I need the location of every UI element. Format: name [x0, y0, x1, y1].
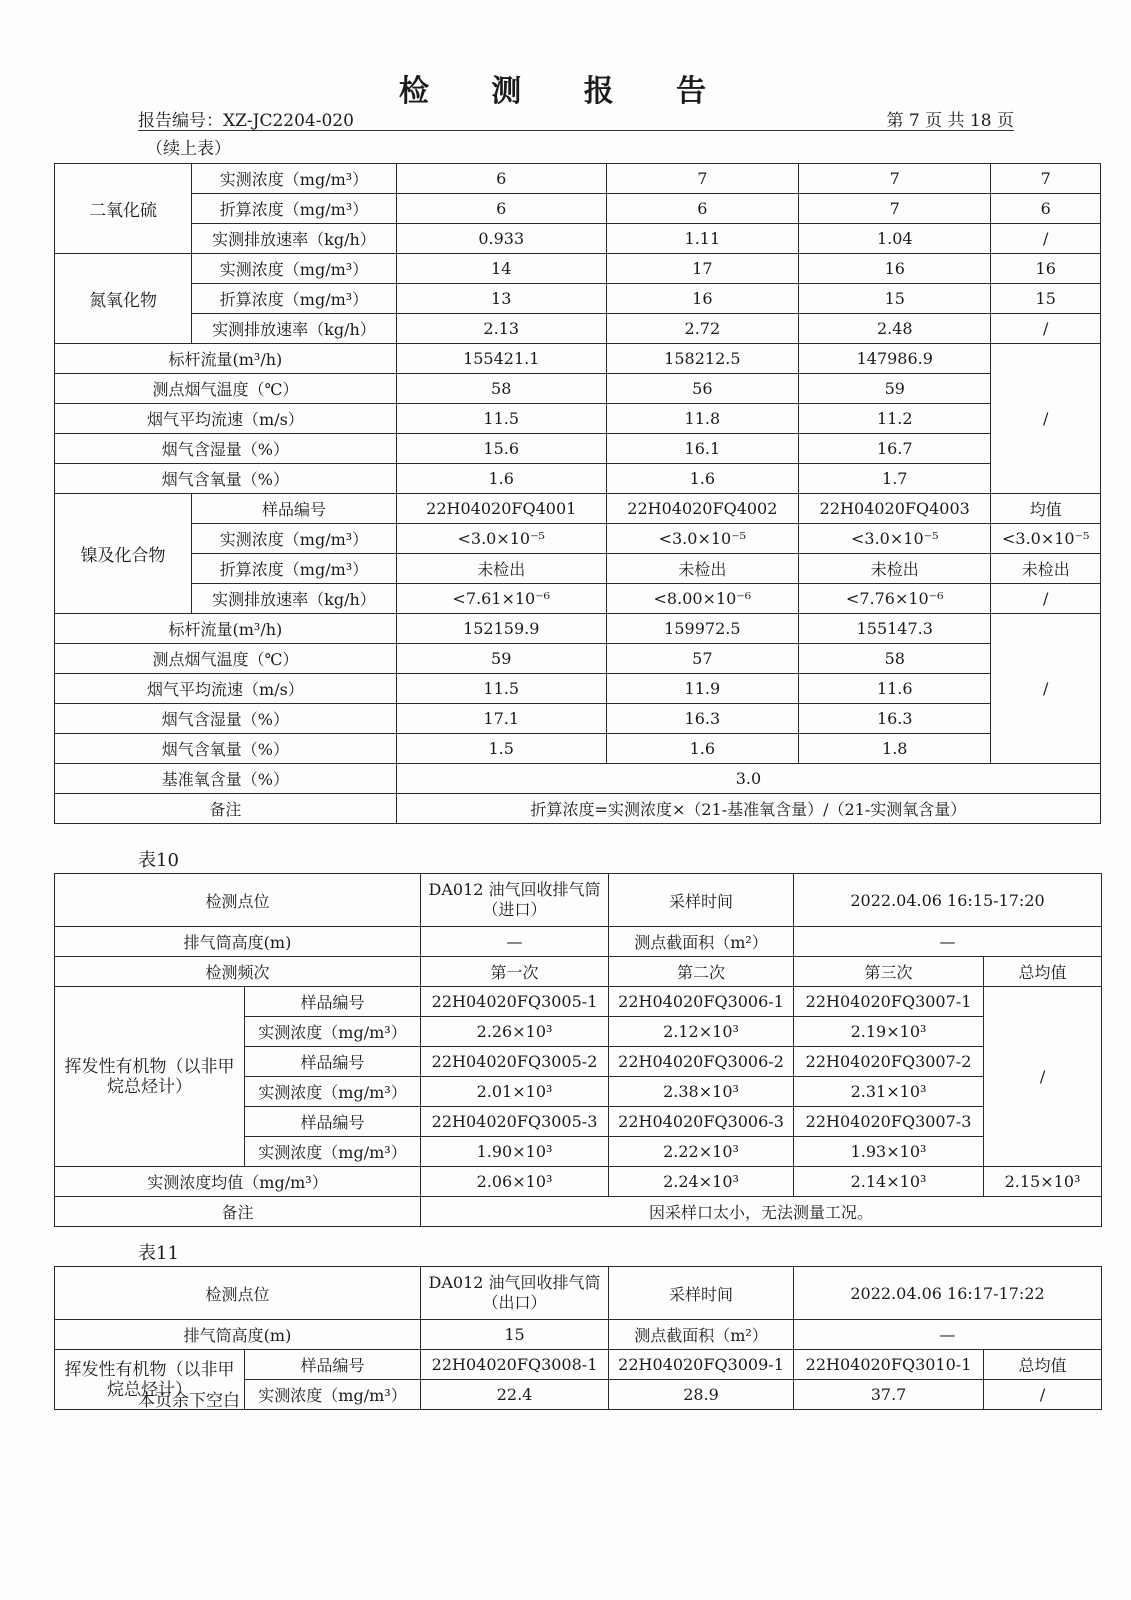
cell: 14 [396, 254, 606, 284]
cell: 15 [799, 284, 991, 314]
row-label: 烟气平均流速（m/s） [55, 404, 397, 434]
report-header [138, 106, 1014, 131]
cell: 16 [991, 254, 1101, 284]
table-row [55, 254, 1101, 284]
cell: 6 [606, 194, 798, 224]
cell: 22H04020FQ3007-3 [794, 1107, 984, 1137]
row-label: 检测点位 [55, 1267, 421, 1320]
cell: 159972.5 [606, 614, 798, 644]
remark-text: 折算浓度=实测浓度×（21-基准氧含量）/（21-实测氧含量） [396, 794, 1100, 824]
cell: 1.6 [396, 464, 606, 494]
cell: 未检出 [991, 554, 1101, 584]
row-label: 排气筒高度(m) [55, 927, 421, 957]
table-row [55, 1320, 1102, 1350]
cell: 总均值 [984, 957, 1102, 987]
cell: / [984, 987, 1102, 1167]
cell: 13 [396, 284, 606, 314]
cell: 58 [799, 644, 991, 674]
row-label: 样品编号 [245, 1047, 421, 1077]
cell: 2.26×10³ [421, 1017, 609, 1047]
table-row [55, 164, 1101, 194]
cell: 未检出 [396, 554, 606, 584]
cell: 22H04020FQ3008-1 [421, 1350, 609, 1380]
table-row [55, 284, 1101, 314]
cell: 22H04020FQ3006-1 [609, 987, 794, 1017]
table-row [55, 464, 1101, 494]
row-label: 实测浓度（mg/m³） [192, 524, 397, 554]
blank-note: 本页余下空白 [138, 1391, 240, 1411]
cell: 0.933 [396, 224, 606, 254]
row-label: 样品编号 [192, 494, 397, 524]
cell: 158212.5 [606, 344, 798, 374]
row-label: 实测浓度（mg/m³） [245, 1137, 421, 1167]
cell: 22H04020FQ3010-1 [794, 1350, 984, 1380]
cell: 7 [606, 164, 798, 194]
cell: 1.5 [396, 734, 606, 764]
cell: 1.04 [799, 224, 991, 254]
cell: 2.22×10³ [609, 1137, 794, 1167]
cell: <3.0×10⁻⁵ [991, 524, 1101, 554]
table-row [55, 794, 1101, 824]
table-row [55, 554, 1101, 584]
cell: 22H04020FQ3007-1 [794, 987, 984, 1017]
cell: 22H04020FQ3005-2 [421, 1047, 609, 1077]
cell: 37.7 [794, 1380, 984, 1410]
cell: 1.90×10³ [421, 1137, 609, 1167]
cell: 22H04020FQ4001 [396, 494, 606, 524]
report-title: 检 测 报 告 [398, 74, 733, 109]
cell: 155147.3 [799, 614, 991, 644]
cell: 15 [991, 284, 1101, 314]
cell: <7.61×10⁻⁶ [396, 584, 606, 614]
cell: 22H04020FQ4003 [799, 494, 991, 524]
table10 [54, 873, 1102, 1227]
table-row [55, 314, 1101, 344]
table-row [55, 224, 1101, 254]
cell: 1.6 [606, 734, 798, 764]
table-row [55, 704, 1101, 734]
row-label: 实测排放速率（kg/h） [192, 224, 397, 254]
cell: — [794, 927, 1102, 957]
cell: 11.8 [606, 404, 798, 434]
voc-label: 挥发性有机物（以非甲烷总烃计） [55, 987, 245, 1167]
row-label: 测点截面积（m²） [609, 927, 794, 957]
cell: 16.3 [799, 704, 991, 734]
cell: 2022.04.06 16:15-17:20 [794, 874, 1102, 927]
cell: 16.7 [799, 434, 991, 464]
cell: 15.6 [396, 434, 606, 464]
cell: 57 [606, 644, 798, 674]
cell: / [984, 1380, 1102, 1410]
row-label: 折算浓度（mg/m³） [192, 284, 397, 314]
row-label: 基准氧含量（%） [55, 764, 397, 794]
cell: <3.0×10⁻⁵ [606, 524, 798, 554]
cell: 1.6 [606, 464, 798, 494]
cell: 11.2 [799, 404, 991, 434]
table11-caption: 表11 [138, 1243, 179, 1264]
cell: 1.7 [799, 464, 991, 494]
row-label: 实测浓度（mg/m³） [245, 1017, 421, 1047]
cell: 16 [606, 284, 798, 314]
row-label: 烟气含氧量（%） [55, 734, 397, 764]
row-label: 测点烟气温度（℃） [55, 374, 397, 404]
table-row [55, 987, 1102, 1017]
cell: 2.38×10³ [609, 1077, 794, 1107]
cell: 7 [799, 164, 991, 194]
cell: 147986.9 [799, 344, 991, 374]
row-label: 样品编号 [245, 987, 421, 1017]
cell: 2.14×10³ [794, 1167, 984, 1197]
cell: 未检出 [799, 554, 991, 584]
report-number: 报告编号：XZ-JC2204-020 [138, 111, 354, 131]
cell: <7.76×10⁻⁶ [799, 584, 991, 614]
cell: 16.3 [606, 704, 798, 734]
table-row [55, 524, 1101, 554]
row-label: 折算浓度（mg/m³） [192, 194, 397, 224]
row-label: 烟气含湿量（%） [55, 434, 397, 464]
cell: 1.8 [799, 734, 991, 764]
cell: 17 [606, 254, 798, 284]
table-row [55, 1167, 1102, 1197]
row-label: 实测浓度（mg/m³） [192, 254, 397, 284]
cell: 6 [396, 194, 606, 224]
table-row [55, 734, 1101, 764]
cell: 22H04020FQ3005-3 [421, 1107, 609, 1137]
cell: <3.0×10⁻⁵ [396, 524, 606, 554]
cell: 155421.1 [396, 344, 606, 374]
table-row [55, 1350, 1102, 1380]
cell: 2.24×10³ [609, 1167, 794, 1197]
cell: — [421, 927, 609, 957]
cell: / [991, 344, 1101, 494]
cell: / [991, 224, 1101, 254]
table-row [55, 764, 1101, 794]
cell: 22H04020FQ4002 [606, 494, 798, 524]
cell: <3.0×10⁻⁵ [799, 524, 991, 554]
row-label: 烟气含湿量（%） [55, 704, 397, 734]
cell: 22.4 [421, 1380, 609, 1410]
cell: 2.13 [396, 314, 606, 344]
cell: 第一次 [421, 957, 609, 987]
cell: 2022.04.06 16:17-17:22 [794, 1267, 1102, 1320]
cell: 6 [991, 194, 1101, 224]
row-label: 检测频次 [55, 957, 421, 987]
row-label: 实测浓度均值（mg/m³） [55, 1167, 421, 1197]
row-label: 采样时间 [609, 1267, 794, 1320]
row-label: 实测浓度（mg/m³） [192, 164, 397, 194]
cell: 2.12×10³ [609, 1017, 794, 1047]
table-row [55, 344, 1101, 374]
so2-label: 二氧化硫 [55, 164, 192, 254]
cell: 11.9 [606, 674, 798, 704]
table-row [55, 374, 1101, 404]
cell: 1.93×10³ [794, 1137, 984, 1167]
cell: 第三次 [794, 957, 984, 987]
cell: / [991, 614, 1101, 764]
cell: — [794, 1320, 1102, 1350]
cell: 59 [799, 374, 991, 404]
cell: / [991, 584, 1101, 614]
cell: 2.01×10³ [421, 1077, 609, 1107]
row-label: 备注 [55, 1197, 421, 1227]
cell: 22H04020FQ3006-2 [609, 1047, 794, 1077]
row-label: 检测点位 [55, 874, 421, 927]
cell: DA012 油气回收排气筒（进口） [421, 874, 609, 927]
row-label: 样品编号 [245, 1107, 421, 1137]
cell: 11.5 [396, 404, 606, 434]
cell: 58 [396, 374, 606, 404]
emission-table [54, 163, 1101, 824]
row-label: 排气筒高度(m) [55, 1320, 421, 1350]
cell: 11.5 [396, 674, 606, 704]
cell: 22H04020FQ3005-1 [421, 987, 609, 1017]
cell: 16.1 [606, 434, 798, 464]
cell: 2.15×10³ [984, 1167, 1102, 1197]
cell: 6 [396, 164, 606, 194]
cell: 22H04020FQ3007-2 [794, 1047, 984, 1077]
cell: 未检出 [606, 554, 798, 584]
table-row [55, 957, 1102, 987]
cell: <8.00×10⁻⁶ [606, 584, 798, 614]
cell: 3.0 [396, 764, 1100, 794]
cell: 2.19×10³ [794, 1017, 984, 1047]
continued-label: （续上表） [146, 139, 231, 159]
cell: 第二次 [609, 957, 794, 987]
row-label: 样品编号 [245, 1350, 421, 1380]
row-label: 烟气含氧量（%） [55, 464, 397, 494]
voc-label: 挥发性有机物（以非甲烷总烃计） [55, 1350, 245, 1410]
table-row [55, 1197, 1102, 1227]
row-label: 烟气平均流速（m/s） [55, 674, 397, 704]
row-label: 测点烟气温度（℃） [55, 644, 397, 674]
cell: 16 [799, 254, 991, 284]
row-label: 标杆流量(m³/h) [55, 344, 397, 374]
cell: 22H04020FQ3009-1 [609, 1350, 794, 1380]
cell: 2.31×10³ [794, 1077, 984, 1107]
row-label: 备注 [55, 794, 397, 824]
cell: 152159.9 [396, 614, 606, 644]
row-label: 测点截面积（m²） [609, 1320, 794, 1350]
cell: 59 [396, 644, 606, 674]
table-row [55, 927, 1102, 957]
row-label: 实测排放速率（kg/h） [192, 314, 397, 344]
row-label: 采样时间 [609, 874, 794, 927]
cell: 1.11 [606, 224, 798, 254]
cell: 均值 [991, 494, 1101, 524]
table-row [55, 434, 1101, 464]
nickel-label: 镍及化合物 [55, 494, 192, 614]
cell: 总均值 [984, 1350, 1102, 1380]
cell: 56 [606, 374, 798, 404]
cell: 7 [991, 164, 1101, 194]
table10-caption: 表10 [138, 850, 179, 871]
table-row [55, 874, 1102, 927]
cell: 11.6 [799, 674, 991, 704]
row-label: 标杆流量(m³/h) [55, 614, 397, 644]
cell: 17.1 [396, 704, 606, 734]
cell: 22H04020FQ3006-3 [609, 1107, 794, 1137]
table-row [55, 614, 1101, 644]
cell: 2.48 [799, 314, 991, 344]
cell: DA012 油气回收排气筒（出口） [421, 1267, 609, 1320]
nox-label: 氮氧化物 [55, 254, 192, 344]
remark-text: 因采样口太小，无法测量工况。 [421, 1197, 1102, 1227]
table-row [55, 1267, 1102, 1320]
cell: 15 [421, 1320, 609, 1350]
table-row [55, 644, 1101, 674]
table-row [55, 404, 1101, 434]
table-row [55, 194, 1101, 224]
cell: / [991, 314, 1101, 344]
row-label: 实测排放速率（kg/h） [192, 584, 397, 614]
cell: 7 [799, 194, 991, 224]
cell: 28.9 [609, 1380, 794, 1410]
row-label: 折算浓度（mg/m³） [192, 554, 397, 584]
cell: 2.72 [606, 314, 798, 344]
page-info: 第 7 页 共 18 页 [886, 111, 1014, 131]
table-row [55, 584, 1101, 614]
row-label: 实测浓度（mg/m³） [245, 1077, 421, 1107]
cell: 2.06×10³ [421, 1167, 609, 1197]
table-row [55, 674, 1101, 704]
row-label: 实测浓度（mg/m³） [245, 1380, 421, 1410]
table-row [55, 494, 1101, 524]
